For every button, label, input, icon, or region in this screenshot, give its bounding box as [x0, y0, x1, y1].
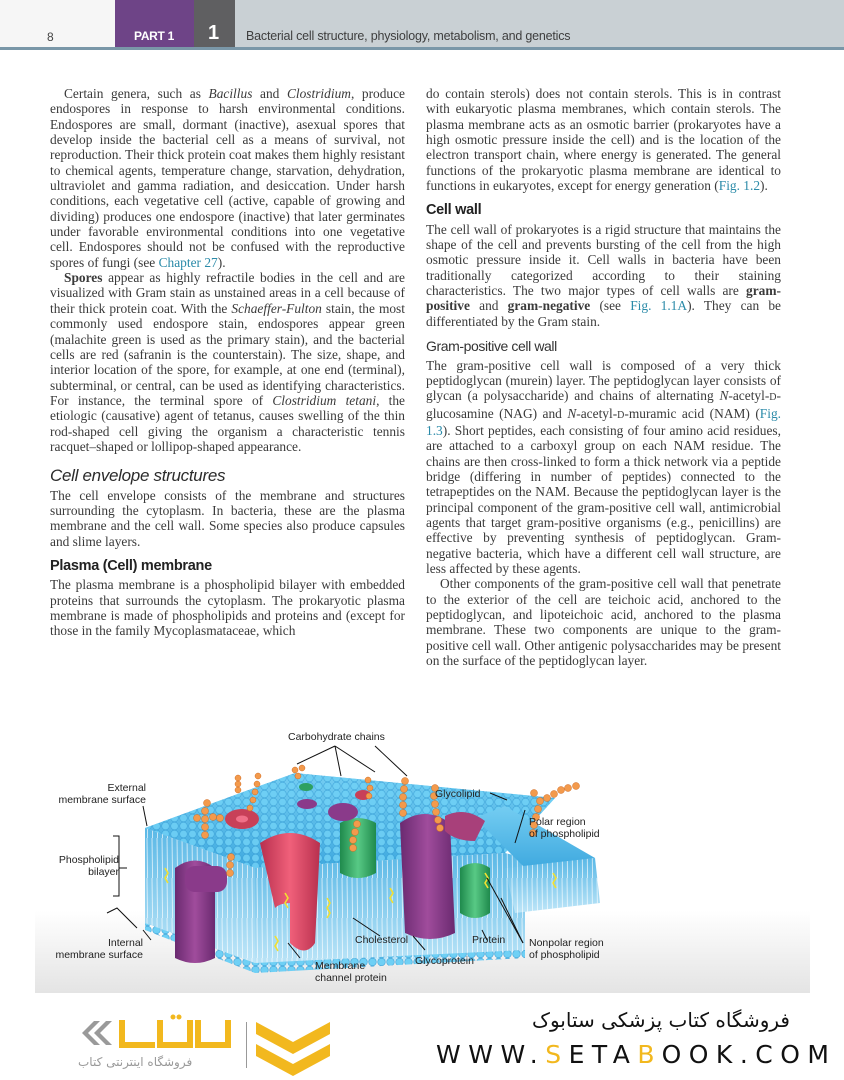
label-line: Internal [107, 937, 143, 949]
url-part: ETA [568, 1040, 638, 1069]
label-nonpolar-region [529, 937, 604, 961]
heading-gram-positive-wall: Gram-positive cell wall [426, 338, 557, 355]
label-glycolipid: Glycolipid [435, 788, 481, 800]
text: and [252, 86, 287, 101]
term-gram-positive: gram-positive [426, 283, 781, 314]
text: N [719, 388, 729, 404]
text: The gram-positive cell wall is composed of a very thick peptidoglycan (murein) layer. The peptidoglycan layer consists of glycan (a polysaccharide) and chains of alternating [426, 357, 781, 404]
page-number: 8 [47, 30, 54, 44]
text: N [567, 405, 577, 421]
setabook-logo [70, 1013, 240, 1053]
paragraph-spores [50, 270, 405, 454]
text: -muramic acid (NAM) ( [624, 405, 760, 421]
text: , the etiologic (causative) agent of tetanus, causes swelling of the thin rod-shaped cell giving the organism a characteristic tennis racquet–shaped or lollipop-shaped appearance. [50, 392, 405, 454]
stain-name: Schaeffer-Fulton [231, 300, 322, 316]
genus-bacillus: Bacillus [208, 86, 253, 101]
text: ). [760, 178, 768, 194]
heading-cell-wall: Cell wall [426, 202, 482, 219]
text: stain, the most commonly used endospore stain, endospores appear green (malachite green is used as the primary stain), and the bacterial cells are red (safranin is the counterstain). The size, shape, and interior location of the spore, for example, at one end (terminal), subterminal, or central, can be used as identifying characteristics. For instance, the terminal spore of [50, 300, 405, 408]
protein-green [460, 863, 490, 918]
label-phospholipid-bilayer [45, 854, 119, 878]
label-protein: Protein [472, 934, 506, 946]
text: The cell wall of prokaryotes is a rigid structure that maintains the shape of the cell and prevents bursting of the cell from the high osmotic pressure inside it. Cell walls in bacteria have been traditionally categorized according to their staining characteristics. The two major types of cell walls are [426, 221, 781, 299]
fig-1-2-link[interactable]: Fig. 1.2 [718, 178, 761, 194]
paragraph-gram-positive [426, 358, 781, 577]
label-carbohydrate-chains: Carbohydrate chains [288, 731, 385, 743]
left-column [50, 86, 405, 639]
chevrons-icon [82, 1021, 112, 1045]
text: and [469, 298, 508, 314]
paragraph-cell-wall [426, 222, 781, 329]
genus-clostridium: Clostridium [286, 86, 351, 101]
text: ). [217, 254, 226, 270]
fig-1-1a-link[interactable]: Fig. 1.1A [630, 298, 688, 314]
url-part: WWW. [436, 1040, 546, 1069]
setabook-chevron-icon [256, 1018, 330, 1076]
label-line: Phospholipid [58, 854, 119, 866]
store-name: فروشگاه کتاب پزشکی ستابوک [532, 1008, 790, 1032]
text: , produce endospores in response to harsh environmental conditions. Endospores are small, dormant (inactive), asexual spores that develop inside the bacterial cell as a means of survival, not reproduction. Their thick protein coat makes them highly resistant to chemical agents, temperature change, starvation, dehydration, ultraviolet and gamma radiation, and desiccation. Under harsh conditions, each vegetative cell (active, capable of growing and dividing) produces one endospore (inactive) that later germinates under favorable environmental conditions into one vegetative cell. Endospores should not be confused with the reproductive spores of fungi (see [50, 86, 406, 270]
paragraph-teichoic: Other components of the gram-positive cell wall that penetrate to the exterior of the cell are teichoic acid, anchored to the peptidoglycan, and lipoteichoic acid, anchored to the plasma membrane. These two components are unique to the gram-positive cell wall. Other antigenic polysaccharides may be present on the surface of the peptidoglycan layer. [426, 576, 781, 669]
chapter-title: Bacterial cell structure, physiology, metabolism, and genetics [246, 29, 571, 43]
label-line: Polar region [529, 816, 586, 828]
label-line: channel protein [315, 972, 387, 984]
text: -glucosamine (NAG) and [426, 388, 781, 421]
glycoprotein [400, 814, 455, 939]
label-line: of phospholipid [529, 828, 600, 840]
label-line: of phospholipid [529, 949, 600, 961]
heading-cell-envelope: Cell envelope structures [50, 466, 226, 486]
label-polar-region [529, 816, 600, 840]
paragraph-membrane-cont [426, 86, 781, 193]
part-label: PART 1 [134, 29, 174, 43]
term-spores: Spores [64, 270, 103, 286]
text: ). They can be differentiated by the Gram stain. [426, 298, 782, 329]
text: Certain genera, such as [64, 86, 209, 101]
label-internal-surface [45, 937, 143, 961]
species-name: Clostridium tetani [272, 392, 377, 408]
label-line: membrane surface [58, 794, 146, 806]
label-line: Membrane [315, 960, 366, 972]
header-rule [0, 47, 844, 50]
fig-1-3-link[interactable]: Fig. 1.3 [426, 405, 781, 438]
url-highlight: B [637, 1040, 662, 1069]
label-line: Nonpolar region [529, 937, 604, 949]
store-url[interactable] [436, 1040, 836, 1069]
logo-divider [246, 1022, 247, 1068]
text: ). Short peptides, each consisting of four amino acid residues, are attached to a carboxyl group on each NAM residue. The chains are then cross-linked to form a thick network via a peptide bridge (differing in number of peptides) connected to the tetrapeptides on the NAM. Because the peptidoglycan layer is the principal component of the gram-positive cell wall, antimicrobial agents that target gram-positive organisms (e.g., penicillins) are effective by preventing synthesis of peptidoglycan. Gram-negative bacteria, which have a different cell wall structure, are less affected by these agents. [426, 422, 781, 576]
chapter-title-area [235, 0, 844, 47]
membrane-illustration [35, 718, 810, 993]
running-header [0, 0, 844, 47]
label-external-surface [45, 782, 146, 806]
url-part: OOK.COM [661, 1040, 837, 1069]
membrane-figure [35, 718, 810, 993]
label-line: bilayer [88, 866, 119, 878]
term-gram-negative: gram-negative [507, 298, 591, 314]
label-line: membrane surface [55, 949, 143, 961]
logo-subtitle: فروشگاه اینترنتی کتاب [78, 1055, 193, 1069]
text: -acetyl- [728, 388, 770, 404]
text: do contain sterols) does not contain sterols. This is in contrast with eukaryotic plasma membranes, which contain sterols. The plasma membrane acts as an osmotic barrier (prokaryotes have a high osmotic pressure inside the cell) and is the location of the electron transport chain, where energy is generated. The general functions of the prokaryotic plasma membrane are identical to functions in eukaryotes, except for energy generation ( [426, 86, 781, 194]
page-number-area [0, 0, 115, 47]
paragraph-plasma-membrane: The plasma membrane is a phospholipid bilayer with embedded proteins that surrounds the cytoplasm. The prokaryotic plasma membrane is made of phospholipids and proteins and (except for those in the family Mycoplasmataceae, which [50, 577, 405, 639]
url-highlight: S [545, 1040, 569, 1069]
heading-plasma-membrane: Plasma (Cell) membrane [50, 557, 212, 574]
label-cholesterol: Cholesterol [355, 934, 409, 946]
text: (see [590, 298, 631, 314]
right-column [426, 86, 781, 668]
chapter-27-link[interactable]: Chapter 27 [158, 254, 218, 270]
paragraph-cell-envelope: The cell envelope consists of the membrane and structures surrounding the cytoplasm. In bacteria, these are the plasma membrane and the cell wall. Some species also produce capsules and slime layers. [50, 487, 405, 549]
chapter-badge [194, 0, 235, 47]
paragraph-endospores [50, 86, 405, 270]
label-line: External [107, 782, 146, 794]
label-membrane-channel-protein [315, 960, 387, 984]
part-badge [115, 0, 194, 47]
label-glycoprotein: Glycoprotein [415, 955, 474, 967]
text: appear as highly refractile bodies in the cell and are visualized with Gram stain as unstained areas in a cell because of their thick protein coat. With the [50, 270, 405, 316]
small-caps-d: D [769, 392, 777, 404]
small-caps-d: D [617, 409, 625, 421]
chapter-number: 1 [208, 22, 220, 44]
text: -acetyl- [576, 405, 618, 421]
